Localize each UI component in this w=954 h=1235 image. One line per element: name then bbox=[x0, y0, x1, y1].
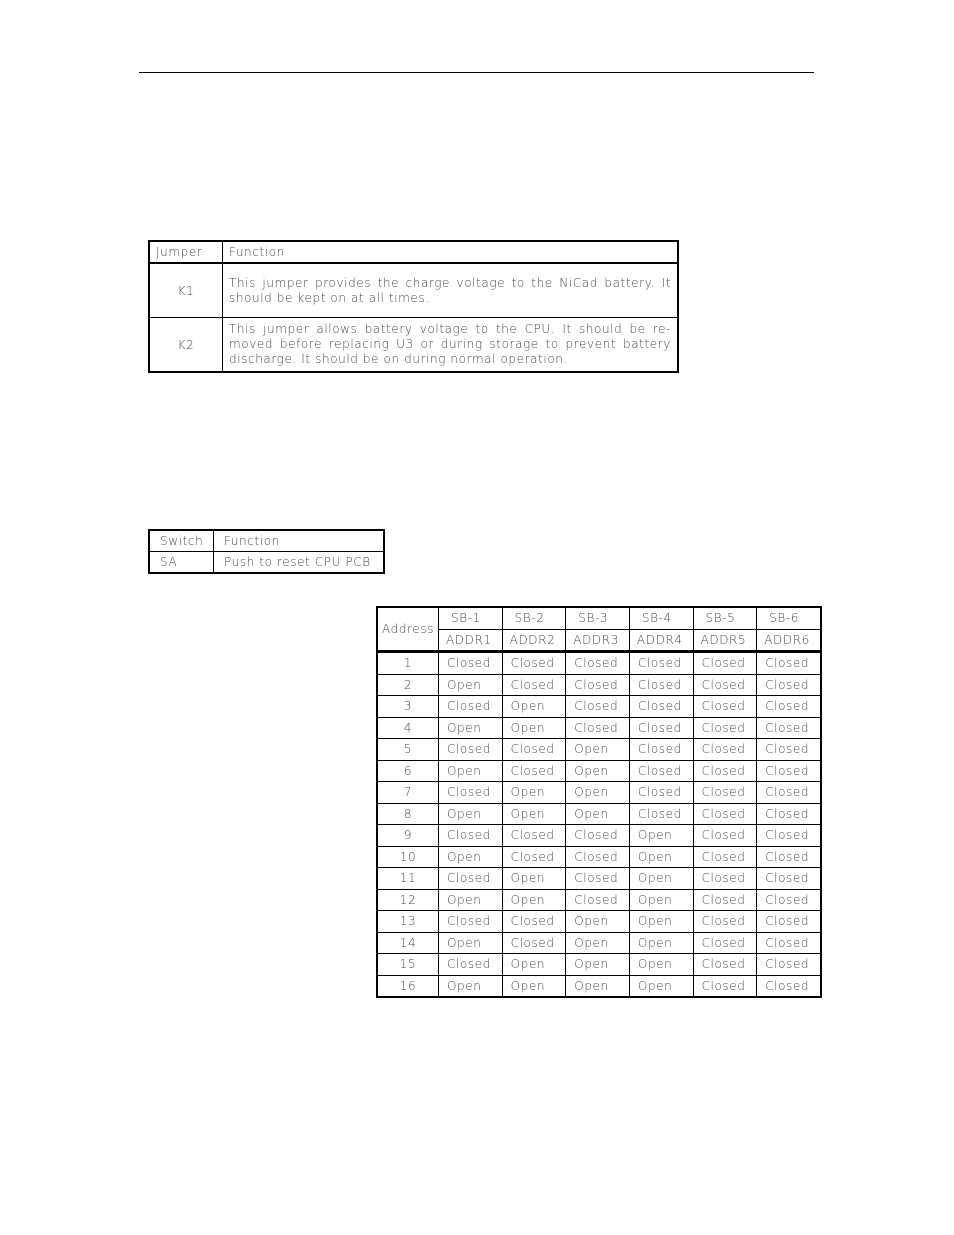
switch-state: Closed bbox=[757, 652, 821, 675]
switch-state: Closed bbox=[629, 782, 693, 804]
switch-header: SB-4 bbox=[629, 607, 693, 629]
switch-state: Open bbox=[629, 846, 693, 868]
switch-state: Closed bbox=[439, 739, 503, 761]
switch-state: Closed bbox=[439, 868, 503, 890]
addr-header: ADDR5 bbox=[693, 629, 757, 652]
switch-header: SB-5 bbox=[693, 607, 757, 629]
address-table-header-row bbox=[377, 607, 821, 629]
switch-state: Closed bbox=[757, 803, 821, 825]
switch-state: Closed bbox=[693, 739, 757, 761]
switch-state: Closed bbox=[757, 911, 821, 933]
table-row bbox=[377, 846, 821, 868]
table-row bbox=[377, 911, 821, 933]
table-row bbox=[377, 825, 821, 847]
switch-state: Open bbox=[629, 954, 693, 976]
switch-state: Open bbox=[566, 782, 630, 804]
switch-state: Closed bbox=[439, 954, 503, 976]
switch-header: SB-2 bbox=[502, 607, 566, 629]
switch-state: Open bbox=[439, 846, 503, 868]
switch-state: Closed bbox=[502, 932, 566, 954]
switch-state: Closed bbox=[693, 782, 757, 804]
switch-state: Closed bbox=[693, 932, 757, 954]
table-row bbox=[377, 889, 821, 911]
address-number: 14 bbox=[377, 932, 439, 954]
table-row bbox=[377, 803, 821, 825]
switch-state: Closed bbox=[757, 932, 821, 954]
switch-state: Open bbox=[502, 782, 566, 804]
address-table-subheader-row bbox=[377, 629, 821, 652]
address-number: 10 bbox=[377, 846, 439, 868]
table-row bbox=[377, 696, 821, 718]
address-number: 9 bbox=[377, 825, 439, 847]
switch-state: Closed bbox=[566, 868, 630, 890]
switch-column-header: Switch bbox=[149, 530, 214, 552]
switch-header: SB-3 bbox=[566, 607, 630, 629]
table-row bbox=[149, 263, 678, 318]
switch-state: Open bbox=[502, 696, 566, 718]
jumper-table-header-row bbox=[149, 241, 678, 263]
function-column-header: Function bbox=[214, 530, 385, 552]
switch-function: Push to reset CPU PCB bbox=[214, 552, 385, 574]
jumper-table bbox=[148, 240, 679, 373]
address-number: 15 bbox=[377, 954, 439, 976]
table-row bbox=[377, 739, 821, 761]
jumper-function: This jumper allows battery voltage to the CPU. It should be re-moved before replacing U3 or during storage to prevent battery discharge. It should be on during normal operation. bbox=[223, 318, 679, 373]
address-number: 13 bbox=[377, 911, 439, 933]
switch-state: Open bbox=[439, 760, 503, 782]
jumper-function: This jumper provides the charge voltage to the NiCad battery. It should be kept on at all times. bbox=[223, 263, 679, 318]
switch-state: Closed bbox=[566, 652, 630, 675]
switch-table bbox=[148, 529, 385, 574]
switch-state: Closed bbox=[757, 739, 821, 761]
switch-state: Closed bbox=[757, 889, 821, 911]
switch-state: Closed bbox=[566, 846, 630, 868]
switch-state: Open bbox=[566, 932, 630, 954]
switch-state: Open bbox=[629, 911, 693, 933]
switch-state: Open bbox=[439, 717, 503, 739]
switch-state: Open bbox=[566, 954, 630, 976]
switch-state: Open bbox=[629, 889, 693, 911]
switch-state: Closed bbox=[439, 782, 503, 804]
table-row bbox=[377, 868, 821, 890]
switch-state: Closed bbox=[693, 652, 757, 675]
address-number: 8 bbox=[377, 803, 439, 825]
switch-state: Open bbox=[566, 911, 630, 933]
switch-state: Closed bbox=[693, 846, 757, 868]
addr-header: ADDR2 bbox=[502, 629, 566, 652]
switch-state: Closed bbox=[757, 825, 821, 847]
jumper-id: K1 bbox=[149, 263, 223, 318]
switch-header: SB-1 bbox=[439, 607, 503, 629]
switch-state: Closed bbox=[693, 954, 757, 976]
addr-header: ADDR3 bbox=[566, 629, 630, 652]
switch-state: Closed bbox=[629, 717, 693, 739]
address-number: 2 bbox=[377, 674, 439, 696]
address-number: 4 bbox=[377, 717, 439, 739]
switch-state: Closed bbox=[693, 889, 757, 911]
switch-state: Closed bbox=[629, 652, 693, 675]
switch-state: Closed bbox=[757, 954, 821, 976]
table-row bbox=[377, 717, 821, 739]
switch-state: Open bbox=[629, 868, 693, 890]
header-rule bbox=[139, 72, 814, 73]
switch-state: Open bbox=[566, 760, 630, 782]
address-table bbox=[376, 606, 822, 998]
table-row bbox=[377, 674, 821, 696]
switch-state: Open bbox=[629, 825, 693, 847]
addr-header: ADDR4 bbox=[629, 629, 693, 652]
switch-state: Closed bbox=[693, 868, 757, 890]
switch-state: Open bbox=[566, 803, 630, 825]
switch-state: Open bbox=[566, 739, 630, 761]
address-table-body bbox=[377, 652, 821, 998]
switch-state: Closed bbox=[757, 975, 821, 997]
switch-state: Closed bbox=[693, 674, 757, 696]
address-number: 5 bbox=[377, 739, 439, 761]
switch-state: Open bbox=[439, 975, 503, 997]
address-number: 6 bbox=[377, 760, 439, 782]
jumper-id: K2 bbox=[149, 318, 223, 373]
switch-state: Open bbox=[502, 975, 566, 997]
switch-state: Closed bbox=[502, 652, 566, 675]
switch-state: Closed bbox=[757, 696, 821, 718]
table-row bbox=[377, 760, 821, 782]
switch-state: Closed bbox=[757, 782, 821, 804]
switch-state: Closed bbox=[502, 911, 566, 933]
switch-state: Open bbox=[439, 932, 503, 954]
switch-state: Closed bbox=[629, 696, 693, 718]
switch-state: Closed bbox=[502, 674, 566, 696]
switch-state: Closed bbox=[439, 696, 503, 718]
switch-id: SA bbox=[149, 552, 214, 574]
switch-state: Closed bbox=[693, 717, 757, 739]
switch-state: Open bbox=[566, 975, 630, 997]
function-column-header: Function bbox=[223, 241, 679, 263]
switch-table-header-row bbox=[149, 530, 384, 552]
switch-state: Open bbox=[439, 674, 503, 696]
switch-state: Closed bbox=[566, 889, 630, 911]
switch-state: Closed bbox=[693, 825, 757, 847]
switch-state: Closed bbox=[693, 760, 757, 782]
table-row bbox=[377, 954, 821, 976]
address-column-header: Address bbox=[377, 607, 439, 652]
switch-state: Open bbox=[439, 803, 503, 825]
switch-state: Closed bbox=[566, 696, 630, 718]
jumper-column-header: Jumper bbox=[149, 241, 223, 263]
switch-state: Closed bbox=[757, 846, 821, 868]
switch-state: Open bbox=[439, 889, 503, 911]
address-number: 16 bbox=[377, 975, 439, 997]
table-row bbox=[377, 975, 821, 997]
switch-state: Closed bbox=[566, 825, 630, 847]
address-number: 11 bbox=[377, 868, 439, 890]
switch-state: Closed bbox=[693, 803, 757, 825]
switch-state: Closed bbox=[566, 717, 630, 739]
switch-state: Open bbox=[502, 803, 566, 825]
switch-state: Closed bbox=[502, 739, 566, 761]
switch-state: Closed bbox=[693, 696, 757, 718]
switch-state: Open bbox=[629, 932, 693, 954]
address-number: 12 bbox=[377, 889, 439, 911]
switch-state: Closed bbox=[629, 760, 693, 782]
switch-state: Closed bbox=[502, 825, 566, 847]
address-number: 3 bbox=[377, 696, 439, 718]
switch-state: Closed bbox=[757, 717, 821, 739]
table-row bbox=[377, 782, 821, 804]
table-row bbox=[149, 318, 678, 373]
switch-state: Closed bbox=[566, 674, 630, 696]
table-row bbox=[377, 652, 821, 675]
switch-state: Closed bbox=[693, 975, 757, 997]
switch-state: Closed bbox=[693, 911, 757, 933]
switch-state: Closed bbox=[629, 674, 693, 696]
switch-state: Closed bbox=[757, 674, 821, 696]
switch-state: Open bbox=[502, 889, 566, 911]
switch-state: Closed bbox=[439, 825, 503, 847]
table-row bbox=[149, 552, 384, 574]
address-number: 1 bbox=[377, 652, 439, 675]
switch-state: Closed bbox=[629, 803, 693, 825]
switch-state: Open bbox=[629, 975, 693, 997]
address-number: 7 bbox=[377, 782, 439, 804]
switch-state: Closed bbox=[757, 868, 821, 890]
switch-state: Closed bbox=[502, 846, 566, 868]
switch-header: SB-6 bbox=[757, 607, 821, 629]
switch-state: Open bbox=[502, 868, 566, 890]
addr-header: ADDR6 bbox=[757, 629, 821, 652]
addr-header: ADDR1 bbox=[439, 629, 503, 652]
switch-state: Closed bbox=[439, 911, 503, 933]
switch-state: Closed bbox=[757, 760, 821, 782]
switch-state: Closed bbox=[502, 760, 566, 782]
switch-state: Open bbox=[502, 954, 566, 976]
switch-state: Closed bbox=[629, 739, 693, 761]
switch-state: Closed bbox=[439, 652, 503, 675]
table-row bbox=[377, 932, 821, 954]
switch-state: Open bbox=[502, 717, 566, 739]
